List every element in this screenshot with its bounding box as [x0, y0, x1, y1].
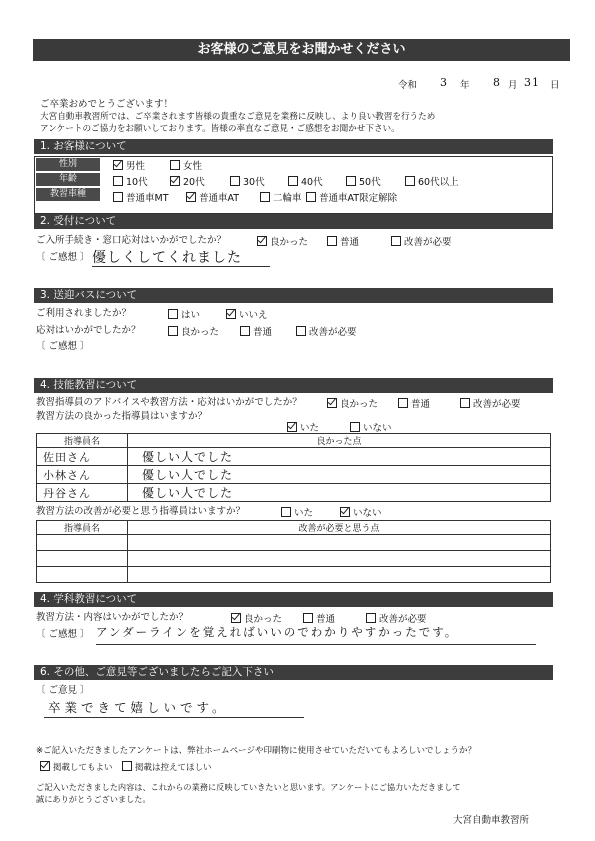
table-header-row [37, 434, 551, 448]
academic-comment[interactable]: アンダーラインを覚えればいいのでわかりやすかったです。 [96, 625, 459, 639]
publication-decline-option[interactable]: 掲載は控えてほしい [122, 760, 212, 774]
intro-line-2: 大宮自動車教習所では、ご卒業されます皆様の貴重なご意見を業務に反映し、より良い教習を行うため [40, 112, 436, 122]
comment-underline [44, 717, 304, 718]
academic-good-option[interactable]: 良かった [231, 612, 282, 626]
academic-improve-option[interactable]: 改善が必要 [366, 612, 427, 626]
bus-service-normal-option[interactable]: 普通 [240, 325, 272, 339]
bus-service-good-option[interactable]: 良かった [168, 325, 219, 339]
form-title: お客様のご意見をお聞かせください [33, 39, 570, 61]
opinion-comment-label: 〔 ご意見 〕 [36, 685, 90, 696]
bus-service-question: 応対はいかがでしたか？ [36, 325, 141, 336]
gender-female-option[interactable]: 女性 [170, 159, 202, 173]
checkbox-icon [240, 326, 250, 336]
date-year-unit: 年 [460, 80, 470, 91]
academic-question: 教習方法・内容はいかがでしたか？ [36, 612, 189, 623]
table-row [37, 551, 551, 567]
good-instructor-no-option[interactable]: いない [350, 421, 392, 435]
table-row [37, 466, 551, 484]
checkbox-checked-icon [186, 192, 196, 202]
good-point-cell[interactable]: 優しい人でした [128, 448, 551, 466]
section-4-heading: 4. 技能教習について [34, 378, 553, 393]
reception-comment-label: 〔 ご感想 〕 [36, 252, 90, 263]
checkbox-icon [170, 160, 180, 170]
date-month: 8 [493, 76, 501, 89]
instructor-name-cell[interactable]: 佐田さん [37, 448, 128, 466]
date-era: 令和 [398, 80, 418, 91]
course-at-limit-release-option[interactable]: 普通車AT限定解除 [306, 191, 397, 205]
checkbox-icon [405, 176, 415, 186]
checkbox-icon [122, 761, 132, 771]
table-row [37, 567, 551, 583]
good-point-cell[interactable]: 優しい人でした [128, 484, 551, 502]
instructor-name-cell[interactable] [37, 535, 128, 551]
instructor-question: 教習指導員のアドバイスや教習方法・応対はいかがでしたか？ [36, 397, 302, 408]
checkbox-checked-icon [327, 398, 337, 408]
good-instructor-yes-option[interactable]: いた [287, 421, 319, 435]
publication-allow-option[interactable]: 掲載してもよい [40, 760, 113, 774]
checkbox-checked-icon [287, 422, 297, 432]
date-day-unit: 日 [550, 80, 560, 91]
improve-instructor-question: 教習方法の改善が必要と思う指導員はいますか？ [36, 506, 246, 517]
comment-underline [96, 644, 536, 645]
age-label: 年齢 [36, 173, 100, 186]
checkbox-icon [346, 176, 356, 186]
instructor-name-cell[interactable]: 丹谷さん [37, 484, 128, 502]
age-60s-option[interactable]: 60代以上 [405, 175, 459, 189]
instructor-good-option[interactable]: 良かった [327, 397, 378, 411]
checkbox-icon [391, 236, 401, 246]
checkbox-icon [260, 192, 270, 202]
intro-line-3: アンケートのご協力をお願いしております。皆様の率直なご意見・ご感想をお聞かせ下さい。 [40, 124, 400, 134]
section-1-heading: 1. お客様について [34, 139, 553, 154]
table-header-improve-points: 改善が必要と思う点 [128, 521, 551, 535]
instructor-name-cell[interactable] [37, 567, 128, 583]
checkbox-icon [113, 176, 123, 186]
checkbox-icon [296, 326, 306, 336]
section-2-heading: 2. 受付について [34, 214, 553, 229]
gender-male-option[interactable]: 男性 [113, 159, 145, 173]
checkbox-checked-icon [226, 309, 236, 319]
improve-instructor-yes-option[interactable]: いた [281, 506, 313, 520]
table-row [37, 448, 551, 466]
bus-usage-question: ご利用されましたか？ [36, 308, 132, 319]
gender-label: 性別 [36, 158, 100, 171]
reception-question: ご入所手続き・窓口応対はいかがでしたか？ [36, 235, 227, 246]
checkbox-checked-icon [113, 160, 123, 170]
course-motorcycle-option[interactable]: 二輪車 [260, 191, 302, 205]
instructor-normal-option[interactable]: 普通 [398, 397, 430, 411]
checkbox-icon [350, 422, 360, 432]
table-row [37, 484, 551, 502]
table-row [37, 535, 551, 551]
reception-good-option[interactable]: 良かった [257, 235, 308, 249]
reception-comment[interactable]: 優しくしてくれました [92, 250, 242, 266]
closing-line-1: ご記入いただきました内容は、これからの業務に反映していきたいと思います。アンケートにご協力いただきまして [36, 782, 461, 792]
age-10s-option[interactable]: 10代 [113, 175, 148, 189]
checkbox-icon [460, 398, 470, 408]
checkbox-checked-icon [257, 236, 267, 246]
improve-instructors-table [36, 520, 551, 583]
checkbox-checked-icon [170, 176, 180, 186]
table-header-name: 指導員名 [37, 434, 128, 448]
section-5-heading: 4. 学科教習について [34, 592, 553, 607]
intro-line-1: ご卒業おめでとうございます！ [40, 99, 174, 110]
bus-comment-label: 〔 ご感想 〕 [36, 341, 90, 352]
age-50s-option[interactable]: 50代 [346, 175, 381, 189]
checkbox-icon [168, 309, 178, 319]
course-at-option[interactable]: 普通車AT [186, 191, 239, 205]
academic-normal-option[interactable]: 普通 [303, 612, 335, 626]
reception-normal-option[interactable]: 普通 [327, 235, 359, 249]
bus-usage-no-option[interactable]: いいえ [226, 308, 268, 322]
instructor-improve-option[interactable]: 改善が必要 [460, 397, 521, 411]
academic-comment-label: 〔 ご感想 〕 [36, 629, 90, 640]
date-year: 3 [440, 76, 448, 89]
checkbox-icon [168, 326, 178, 336]
reception-improve-option[interactable]: 改善が必要 [391, 235, 452, 249]
date-day: 31 [524, 76, 540, 89]
checkbox-checked-icon [340, 507, 350, 517]
good-point-cell[interactable]: 優しい人でした [128, 466, 551, 484]
good-instructors-table [36, 433, 551, 502]
instructor-name-cell[interactable] [37, 551, 128, 567]
bus-service-improve-option[interactable]: 改善が必要 [296, 325, 357, 339]
checkbox-icon [303, 613, 313, 623]
checkbox-icon [366, 613, 376, 623]
checkbox-checked-icon [40, 761, 50, 771]
checkbox-icon [327, 236, 337, 246]
table-header-good-points: 良かった点 [128, 434, 551, 448]
course-mt-option[interactable]: 普通車MT [113, 191, 169, 205]
closing-line-2: 誠にありがとうございました。 [36, 794, 151, 804]
bus-usage-yes-option[interactable]: はい [168, 308, 200, 322]
improve-point-cell[interactable] [128, 535, 551, 551]
course-label: 教習車種 [36, 188, 100, 201]
comment-underline [92, 266, 270, 267]
table-header-row [37, 521, 551, 535]
checkbox-icon [113, 192, 123, 202]
checkbox-icon [230, 176, 240, 186]
section-6-heading: 6. その他、ご意見等ございましたらご記入下さい [34, 665, 553, 680]
checkbox-icon [398, 398, 408, 408]
checkbox-checked-icon [231, 613, 241, 623]
instructor-name-cell[interactable]: 小林さん [37, 466, 128, 484]
improve-point-cell[interactable] [128, 567, 551, 583]
table-header-name: 指導員名 [37, 521, 128, 535]
checkbox-icon [306, 192, 316, 202]
age-20s-option[interactable]: 20代 [170, 175, 205, 189]
checkbox-icon [281, 507, 291, 517]
opinion-comment[interactable]: 卒業できて嬉しいです。 [48, 700, 229, 715]
date-month-unit: 月 [508, 80, 518, 91]
age-30s-option[interactable]: 30代 [230, 175, 265, 189]
section-3-heading: 3. 送迎バスについて [34, 288, 553, 303]
improve-instructor-no-option[interactable]: いない [340, 506, 382, 520]
checkbox-icon [288, 176, 298, 186]
age-40s-option[interactable]: 40代 [288, 175, 323, 189]
school-name: 大宮自動車教習所 [453, 815, 530, 826]
improve-point-cell[interactable] [128, 551, 551, 567]
publication-consent-note: ※ご記入いただきましたアンケートは、弊社ホームページや印刷物に使用させていただいてもよろしいでしょうか？ [36, 746, 476, 756]
good-instructor-question: 教習方法の良かった指導員はいますか？ [36, 411, 208, 422]
